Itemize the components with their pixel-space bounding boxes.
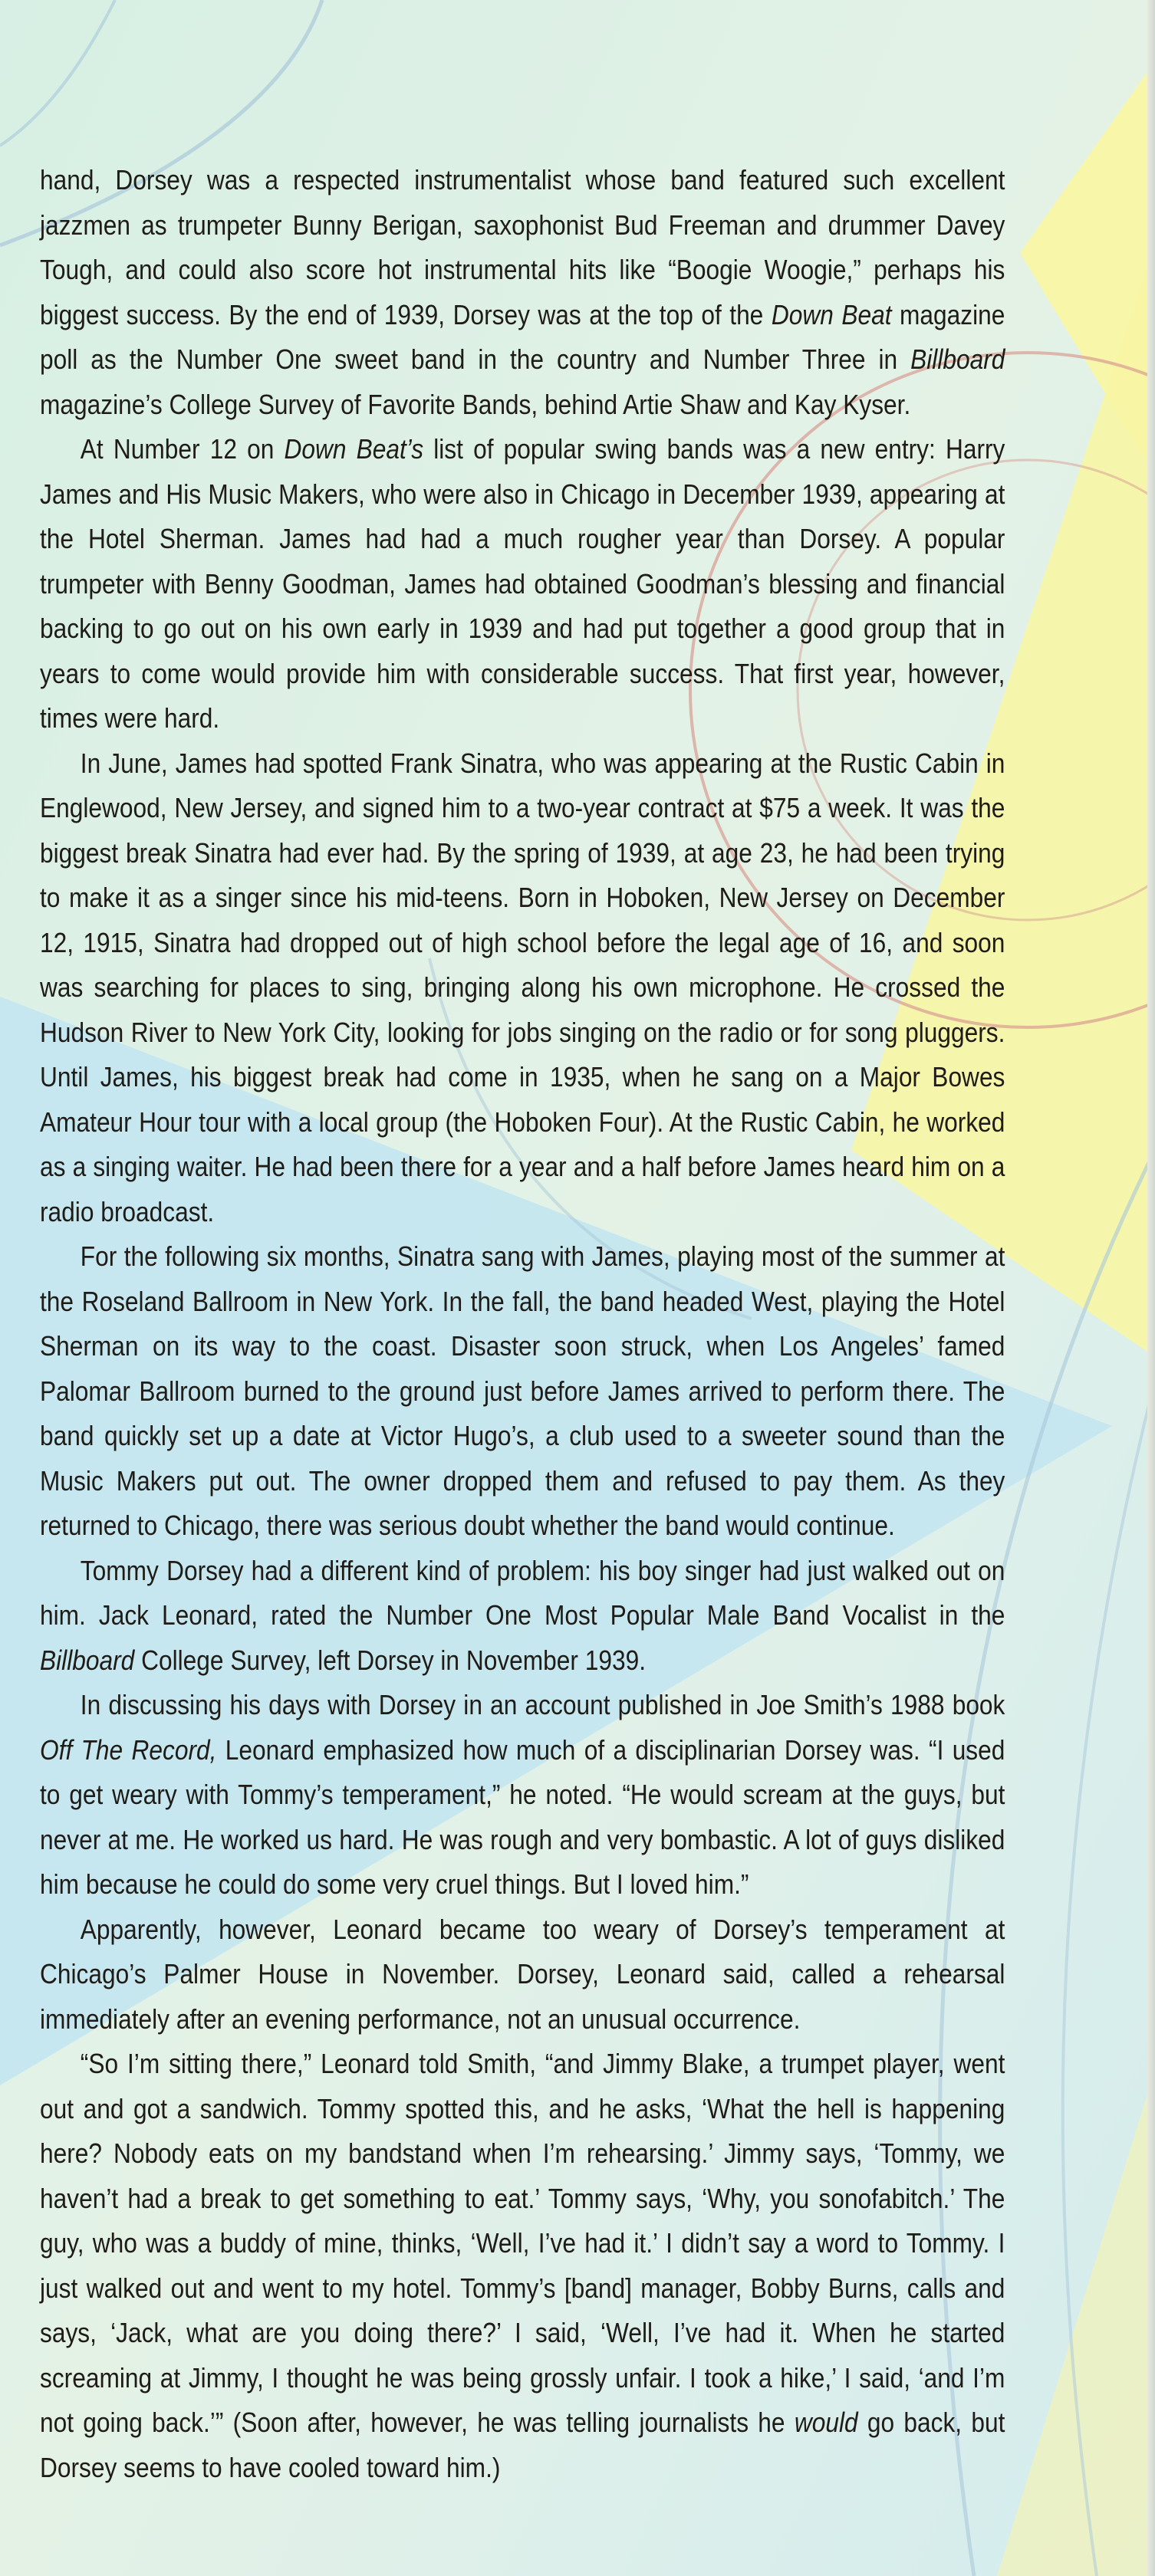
text-run: magazine poll as the Number One sweet band in the country and Number Three in xyxy=(40,298,1005,375)
italic-text: Billboard xyxy=(40,1644,135,1676)
italic-text: Down Beat’s xyxy=(284,433,424,465)
paragraph xyxy=(40,741,1005,1235)
paragraph xyxy=(40,2042,1005,2490)
text-run: In June, James had spotted Frank Sinatra, who was appearing at the Rustic Cabin in Englewood, New Jersey, and signed him to a two-year contract at $75 a week. It was the biggest break Sinatra had ever had. By the spring of 1939, at age 23, he had been trying to make it as a singer since his mid-teens. Born in Hoboken, New Jersey on December 12, 1915, Sinatra had dropped out of high school before the legal age of 16, and soon was searching for places to sing, bringing along his own microphone. He crossed the Hudson River to New York City, looking for jobs singing on the radio or for song pluggers. Until James, his biggest break had come in 1935, when he sang on a Major Bowes Amateur Hour tour with a local group (the Hoboken Four). At the Rustic Cabin, he worked as a singing waiter. He had been there for a year and a half before James heard him on a radio broadcast. xyxy=(40,747,1005,1227)
text-run: hand, Dorsey was a respected instrumentalist whose band featured such excellent jazzmen as trumpeter Bunny Berigan, saxophonist Bud Freeman and drummer Davey Tough, and could also score hot instrumental hits like “Boogie Woogie,” perhaps his biggest success. By the end of 1939, Dorsey was at the top of the xyxy=(40,164,1005,330)
text-run: Tommy Dorsey had a different kind of problem: his boy singer had just walked out on him. Jack Leonard, rated the Number One Most Popular Male Band Vocalist in the xyxy=(40,1554,1005,1631)
paragraph xyxy=(40,427,1005,741)
italic-text: would xyxy=(794,2407,858,2438)
paragraph xyxy=(40,1683,1005,1907)
paragraph xyxy=(40,1907,1005,2042)
page-edge xyxy=(1147,0,1155,2576)
paragraph xyxy=(40,158,1005,427)
text-run: College Survey, left Dorsey in November 1939. xyxy=(134,1644,647,1676)
text-run: go back, but Dorsey seems to have cooled toward him.) xyxy=(40,2407,1005,2483)
text-run: For the following six months, Sinatra sang with James, playing most of the summer at the Roseland Ballroom in New York. In the fall, the band headed West, playing the Hotel Sherman on its way to the coast. Disaster soon struck, when Los Angeles’ famed Palomar Ballroom burned to the ground just before James arrived to perform there. The band quickly set up a date at Victor Hugo’s, a club used to a sweeter sound than the Music Makers put out. The owner dropped them and refused to pay them. As they returned to Chicago, there was serious doubt whether the band would continue. xyxy=(40,1240,1005,1541)
italic-text: Off The Record, xyxy=(40,1733,217,1766)
paragraph xyxy=(40,1234,1005,1549)
text-run: In discussing his days with Dorsey in an account published in Joe Smith’s 1988 book xyxy=(80,1689,1005,1720)
italic-text: Billboard xyxy=(910,343,1005,375)
paragraph xyxy=(40,1549,1005,1684)
text-run: “So I’m sitting there,” Leonard told Smith, “and Jimmy Blake, a trumpet player, went out and got a sandwich. Tommy spotted this, and he asks, ‘What the hell is happening here? Nobody eats on my bandstand when I’m rehearsing.’ Jimmy says, ‘Tommy, we haven’t had a break to get something to eat.’ Tommy says, ‘Why, you sonofabitch.’ The guy, who was a buddy of mine, thinks, ‘Well, I’ve had it.’ I didn’t say a word to Tommy. I just walked out and went to my hotel. Tommy’s [band] manager, Bobby Burns, calls and says, ‘Jack, what are you doing there?’ I said, ‘Well, I’ve had it. When he started screaming at Jimmy, I thought he was being grossly unfair. I took a hike,’ I said, ‘and I’m not going back.’” (Soon after, however, he was telling journalists he xyxy=(40,2048,1005,2438)
text-run: Apparently, however, Leonard became too weary of Dorsey’s temperament at Chicago’s Palmer House in November. Dorsey, Leonard said, called a rehearsal immediately after an evening performance, not an unusual occurrence. xyxy=(40,1913,1005,2035)
text-run: Leonard emphasized how much of a disciplinarian Dorsey was. “I used to get weary with Tommy’s temperament,” he noted. “He would scream at the guys, but never at me. He worked us hard. He was rough and very bombastic. A lot of guys disliked him because he could do some very cruel things. But I loved him.” xyxy=(40,1733,1005,1900)
text-run: list of popular swing bands was a new entry: Harry James and His Music Makers, who were also in Chicago in December 1939, appearing at the Hotel Sherman. James had had a much rougher year than Dorsey. A popular trumpeter with Benny Goodman, James had obtained Goodman’s blessing and financial backing to go out on his own early in 1939 and had put together a good group that in years to come would provide him with considerable success. That first year, however, times were hard. xyxy=(40,433,1005,734)
article-body xyxy=(40,158,1005,2490)
text-run: magazine’s College Survey of Favorite Bands, behind Artie Shaw and Kay Kyser. xyxy=(40,388,911,420)
text-run: At Number 12 on xyxy=(80,433,285,465)
italic-text: Down Beat xyxy=(771,298,892,330)
